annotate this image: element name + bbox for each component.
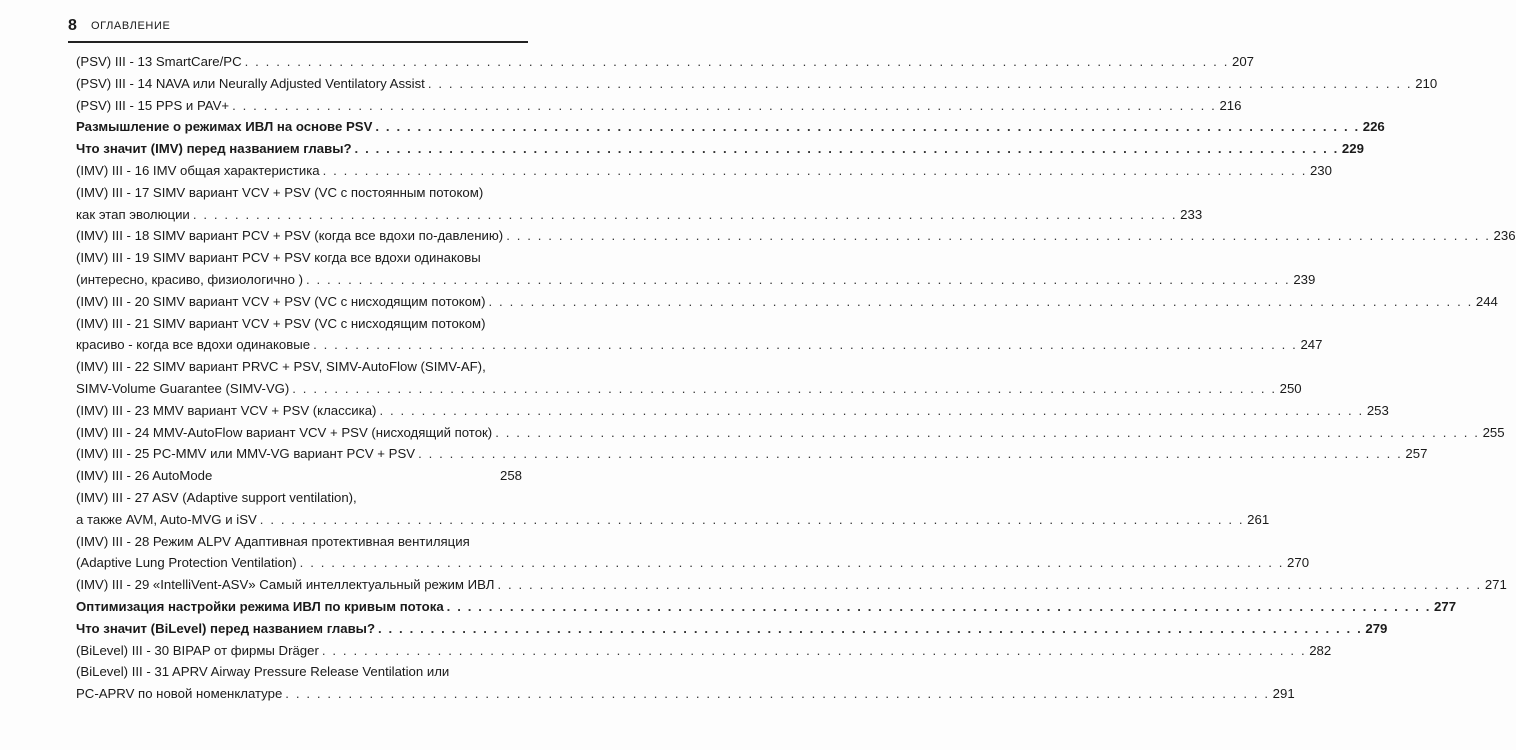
toc-entry-title-line: (IMV) III - 27 ASV (Adaptive support ventilation), [76, 489, 357, 505]
toc-entry-title: Размышление о режимах ИВЛ на основе PSV [76, 119, 373, 135]
toc-entry-title: как этап эволюции [76, 206, 190, 222]
toc-entry [76, 73, 1438, 95]
toc-page-number: 291 [1272, 686, 1295, 702]
toc-entry [76, 356, 1302, 400]
toc-entry [76, 574, 1507, 596]
toc-entry-title: (IMV) III - 20 SIMV вариант VCV + PSV (VC с нисходящим потоком) [76, 293, 486, 309]
toc-entry-title: (интересно, красиво, физиологично ) [76, 271, 303, 287]
toc-entry-line [76, 291, 1498, 313]
toc-entry-line [76, 596, 1457, 618]
dot-leader [292, 378, 1276, 400]
toc-entry [76, 661, 1295, 705]
toc-entry-title: Что значит (BiLevel) перед названием главы? [76, 620, 375, 636]
toc-entry [76, 247, 1316, 291]
toc-page-number: 271 [1484, 577, 1507, 593]
toc-entry-title-line: (BiLevel) III - 31 APRV Airway Pressure Release Ventilation или [76, 664, 450, 680]
toc-entry-line [76, 618, 1388, 640]
toc-entry [76, 400, 1389, 422]
toc-entry-title: а также AVM, Auto-MVG и iSV [76, 511, 257, 527]
toc-page-number: 236 [1493, 228, 1516, 244]
toc-page-number: 255 [1482, 424, 1505, 440]
toc-entry [76, 182, 1203, 226]
toc-entry [76, 225, 1516, 247]
toc-entry-title: (IMV) III - 29 «IntelliVent-ASV» Самый интеллектуальный режим ИВЛ [76, 577, 495, 593]
toc-entry [76, 313, 1323, 357]
toc-page-number: 270 [1287, 555, 1310, 571]
toc-page-number: 279 [1365, 620, 1388, 636]
toc-entry-title-line: (IMV) III - 22 SIMV вариант PRVC + PSV, SIMV-AutoFlow (SIMV-AF), [76, 359, 486, 375]
toc-entry-line [76, 552, 1310, 574]
toc-entry [76, 596, 1457, 618]
dot-leader [323, 160, 1307, 182]
toc-entry-line [76, 400, 1389, 422]
dot-leader [355, 138, 1339, 160]
running-title: ОГЛАВЛЕНИЕ [91, 20, 171, 32]
toc-entry-line [76, 378, 1302, 400]
dot-leader [378, 618, 1362, 640]
header-divider [68, 41, 528, 43]
toc-page-number: 210 [1415, 75, 1438, 91]
dot-leader [260, 509, 1244, 531]
toc-entry-title: (IMV) III - 26 AutoMode [76, 468, 213, 484]
toc-entry-line [76, 138, 1364, 160]
toc-entry-title: (IMV) III - 25 PC-MMV или MMV-VG вариант PCV + PSV [76, 446, 416, 462]
dot-leader [375, 116, 1359, 138]
toc-entry-line [76, 640, 1332, 662]
toc-entry-line [76, 269, 1316, 291]
toc-entry-title: Оптимизация настройки режима ИВЛ по кривым потока [76, 598, 444, 614]
toc-entry [76, 531, 1310, 575]
dot-leader [300, 552, 1284, 574]
toc-entry-line [76, 422, 1505, 444]
toc-entry-line [76, 51, 1254, 73]
toc-entry-title: SIMV-Volume Guarantee (SIMV-VG) [76, 380, 290, 396]
dot-leader [447, 596, 1431, 618]
dot-leader [193, 204, 1177, 226]
toc-entry-title: (PSV) III - 13 SmartCare/PC [76, 54, 242, 69]
toc-entry-line [76, 160, 1332, 182]
toc-entry [76, 465, 522, 487]
toc-entry [76, 160, 1332, 182]
dot-leader [322, 640, 1306, 662]
page-number: 8 [68, 17, 77, 34]
toc-entry-line [76, 443, 1428, 465]
toc-page-number: 277 [1434, 598, 1457, 614]
toc-entry-title-line: (IMV) III - 28 Режим ALPV Адаптивная протективная вентиляция [76, 533, 470, 549]
toc-entry-line [76, 95, 1242, 117]
toc-entry [76, 443, 1428, 465]
toc-entry [76, 138, 1364, 160]
page-header [68, 17, 528, 39]
dot-leader [495, 422, 1479, 444]
toc-page-number: 229 [1341, 141, 1364, 157]
toc-entry [76, 116, 1385, 138]
toc-entry-title: (IMV) III - 23 MMV вариант VCV + PSV (классика) [76, 402, 377, 418]
toc-page-number: 226 [1362, 119, 1385, 135]
toc-page-number: 253 [1366, 402, 1389, 418]
toc-page-number: 258 [499, 468, 522, 484]
toc-entry-line [76, 116, 1385, 138]
toc-entry [76, 640, 1332, 662]
toc-entry-title: (Adaptive Lung Protection Ventilation) [76, 555, 297, 571]
dot-leader [306, 269, 1290, 291]
toc-entry-line [76, 509, 1270, 531]
toc-entry-title-line: (IMV) III - 21 SIMV вариант VCV + PSV (VC с нисходящим потоком) [76, 315, 486, 331]
toc-entry-title: красиво - когда все вдохи одинаковые [76, 337, 311, 353]
toc-entry-title: PC-APRV по новой номенклатуре [76, 686, 283, 702]
toc-entry [76, 291, 1498, 313]
toc-entry-title: (IMV) III - 24 MMV-AutoFlow вариант VCV + PSV (нисходящий поток) [76, 424, 493, 440]
dot-leader [418, 443, 1402, 465]
toc-page-number: 239 [1293, 271, 1316, 287]
dot-leader [497, 574, 1481, 596]
toc-entry-title: Что значит (IMV) перед названием главы? [76, 141, 352, 157]
toc-entry-line [76, 574, 1507, 596]
dot-leader [232, 95, 1216, 117]
toc-page-number: 230 [1309, 162, 1332, 178]
toc-page-number: 244 [1475, 293, 1498, 309]
toc-entry-title: (PSV) III - 14 NAVA или Neurally Adjusted Ventilatory Assist [76, 75, 425, 91]
toc-entry-line [76, 465, 522, 487]
toc-entry-line [76, 334, 1323, 356]
toc-entry-title: (PSV) III - 15 PPS и PAV+ [76, 97, 230, 113]
toc-entry-line [76, 225, 1516, 247]
dot-leader [313, 334, 1297, 356]
toc-entry-line [76, 204, 1203, 226]
toc-entry [76, 51, 1254, 73]
dot-leader [506, 225, 1490, 247]
toc-page-number: 207 [1231, 54, 1254, 69]
toc-page-number: 282 [1309, 642, 1332, 658]
toc-page-number: 257 [1405, 446, 1428, 462]
toc-page-number: 247 [1300, 337, 1323, 353]
toc-page-number: 261 [1247, 511, 1270, 527]
toc-entry-title-line: (IMV) III - 19 SIMV вариант PCV + PSV когда все вдохи одинаковы [76, 250, 481, 266]
toc-entry [76, 618, 1388, 640]
toc-entry-title: (IMV) III - 18 SIMV вариант PCV + PSV (когда все вдохи по-давлению) [76, 228, 504, 244]
toc-page-number: 233 [1180, 206, 1203, 222]
toc-entry [76, 487, 1270, 531]
table-of-contents [76, 51, 1516, 705]
toc-entry-title-line: (IMV) III - 17 SIMV вариант VCV + PSV (VC с постоянным потоком) [76, 184, 484, 200]
dot-leader [285, 683, 1269, 705]
toc-entry-line [76, 73, 1438, 95]
toc-entry [76, 95, 1242, 117]
dot-leader [379, 400, 1363, 422]
toc-entry-title: (BiLevel) III - 30 BIPAP от фирмы Dräger [76, 642, 319, 658]
toc-entry-line [76, 683, 1295, 705]
dot-leader [428, 73, 1412, 95]
toc-entry-title: (IMV) III - 16 IMV общая характеристика [76, 162, 320, 178]
toc-page-number: 216 [1219, 97, 1242, 113]
dot-leader [245, 51, 1229, 73]
dot-leader [489, 291, 1473, 313]
toc-entry [76, 422, 1505, 444]
toc-page-number: 250 [1279, 380, 1302, 396]
